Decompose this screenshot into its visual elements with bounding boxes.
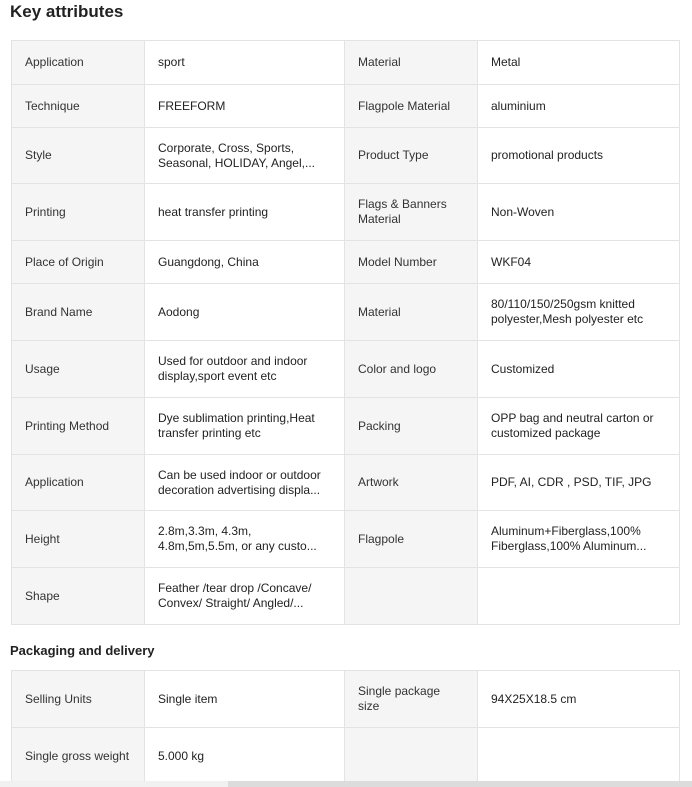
attribute-value-text: promotional products: [491, 148, 604, 162]
attribute-value: [478, 284, 680, 341]
attribute-label-text: Flagpole: [358, 531, 405, 546]
attribute-label: [12, 671, 145, 728]
attribute-value-text: Non-Woven: [491, 204, 555, 219]
attribute-label: [12, 241, 145, 284]
attribute-value-text: Aluminum+Fiberglass,100% Fiberglass,100% Aluminum...: [491, 524, 647, 553]
attribute-value-text: OPP bag and neutral carton or customized package: [491, 411, 654, 440]
attribute-value: [478, 568, 680, 625]
attribute-value: [145, 241, 345, 284]
attribute-value: [478, 398, 680, 455]
attribute-label-text: Color and logo: [358, 361, 437, 376]
attribute-row: [12, 284, 680, 341]
attribute-row: [12, 568, 680, 625]
attribute-label: [345, 568, 478, 625]
attribute-value: [145, 728, 345, 785]
attribute-value: [145, 568, 345, 625]
attribute-row: [12, 128, 680, 184]
attribute-row: [12, 455, 680, 511]
attribute-label-text: Flags & Banners Material: [358, 197, 447, 226]
attribute-label-text: Place of Origin: [25, 254, 104, 269]
attribute-row: [12, 184, 680, 241]
attribute-label: [345, 284, 478, 341]
attribute-label: [345, 728, 478, 785]
attribute-label-text: Flagpole Material: [358, 98, 451, 113]
attribute-value: [145, 41, 345, 85]
attribute-value-text: Guangdong, China: [158, 254, 259, 269]
attribute-label: [12, 455, 145, 511]
attribute-label: [12, 184, 145, 241]
key-attributes-title: Key attributes: [10, 2, 124, 21]
attribute-row: [12, 241, 680, 284]
attribute-label-text: Application: [25, 55, 84, 69]
horizontal-scrollbar[interactable]: [0, 781, 692, 787]
attribute-value: [478, 455, 680, 511]
attribute-label-text: Printing: [25, 204, 66, 219]
attribute-value-text: Single item: [158, 691, 218, 706]
attribute-value: [478, 341, 680, 398]
attribute-label: [345, 85, 478, 128]
attribute-value: [478, 511, 680, 568]
attribute-value-text: WKF04: [491, 254, 532, 269]
attribute-value: [145, 455, 345, 511]
attribute-label: [345, 128, 478, 184]
attribute-label-text: Height: [25, 531, 60, 546]
attribute-label: [12, 85, 145, 128]
attribute-label-text: Printing Method: [25, 418, 110, 433]
attribute-value-text: Aodong: [158, 304, 200, 319]
attribute-label-text: Single gross weight: [25, 748, 130, 763]
attribute-row: [12, 728, 680, 785]
attribute-label-text: Product Type: [358, 148, 429, 162]
attribute-label: [345, 184, 478, 241]
attribute-value: [145, 398, 345, 455]
attribute-value-text: Corporate, Cross, Sports, Seasonal, HOLIDAY, Angel,...: [158, 140, 315, 170]
attribute-label: [12, 41, 145, 85]
attribute-label: [12, 728, 145, 785]
attribute-value: [478, 41, 680, 85]
attribute-value-text: 5.000 kg: [158, 748, 205, 763]
scrollbar-thumb[interactable]: [228, 781, 692, 787]
attribute-value-text: 80/110/150/250gsm knitted polyester,Mesh polyester etc: [491, 297, 644, 326]
attribute-label: [12, 128, 145, 184]
attribute-label: [12, 341, 145, 398]
attribute-value-text: Customized: [491, 361, 555, 376]
attribute-value-text: Feather /tear drop /Concave/ Convex/ Straight/ Angled/...: [158, 581, 312, 610]
attribute-label: [12, 568, 145, 625]
attribute-row: [12, 85, 680, 128]
attribute-label-text: Material: [358, 304, 401, 319]
attribute-label-text: Single package size: [358, 684, 441, 713]
key-attributes-table: [11, 40, 680, 625]
attribute-value: [478, 728, 680, 785]
attribute-value: [478, 184, 680, 241]
attribute-value-text: Used for outdoor and indoor display,sport event etc: [158, 354, 308, 383]
attribute-value-text: Metal: [491, 55, 521, 69]
attribute-row: [12, 671, 680, 728]
attribute-value-text: Dye sublimation printing,Heat transfer printing etc: [158, 411, 315, 440]
attribute-value: [145, 184, 345, 241]
attribute-value: [478, 128, 680, 184]
attribute-label-text: Material: [358, 55, 401, 69]
attribute-label: [345, 398, 478, 455]
attribute-value: [478, 241, 680, 284]
attribute-value: [478, 671, 680, 728]
attribute-label-text: Artwork: [358, 475, 399, 489]
attribute-value-text: PDF, AI, CDR , PSD, TIF, JPG: [491, 475, 652, 489]
attribute-label: [12, 284, 145, 341]
attribute-label: [12, 511, 145, 568]
attribute-label: [12, 398, 145, 455]
attribute-label-text: Packing: [358, 418, 401, 433]
attribute-label-text: Application: [25, 475, 84, 489]
attribute-value: [145, 671, 345, 728]
attribute-value: [145, 85, 345, 128]
packaging-delivery-title: Packaging and delivery: [10, 643, 155, 658]
attribute-value: [478, 85, 680, 128]
packaging-table: [11, 670, 680, 785]
attribute-label: [345, 341, 478, 398]
attribute-label-text: Brand Name: [25, 304, 93, 319]
attribute-label: [345, 455, 478, 511]
attribute-label: [345, 41, 478, 85]
attribute-value-text: heat transfer printing: [158, 204, 269, 219]
attribute-label-text: Selling Units: [25, 691, 92, 706]
attribute-label-text: Style: [25, 148, 52, 162]
attribute-label: [345, 241, 478, 284]
attribute-value-text: aluminium: [491, 98, 546, 113]
attribute-row: [12, 511, 680, 568]
attribute-label: [345, 511, 478, 568]
attribute-value: [145, 284, 345, 341]
attribute-label: [345, 671, 478, 728]
attribute-value: [145, 511, 345, 568]
attribute-row: [12, 341, 680, 398]
attribute-value: [145, 341, 345, 398]
attribute-value-text: 94X25X18.5 cm: [491, 691, 577, 706]
attribute-value-text: 2.8m,3.3m, 4.3m, 4.8m,5m,5.5m, or any custo...: [158, 524, 317, 553]
attribute-row: [12, 41, 680, 85]
attribute-label-text: Shape: [25, 588, 60, 603]
attribute-value: [145, 128, 345, 184]
attribute-label-text: Technique: [25, 98, 80, 113]
attribute-value-text: Can be used indoor or outdoor decoration advertising displa...: [158, 467, 321, 497]
attribute-label-text: Model Number: [358, 254, 437, 269]
attribute-value-text: sport: [158, 55, 185, 69]
attribute-value-text: FREEFORM: [158, 98, 226, 113]
attribute-row: [12, 398, 680, 455]
attribute-label-text: Usage: [25, 361, 60, 376]
